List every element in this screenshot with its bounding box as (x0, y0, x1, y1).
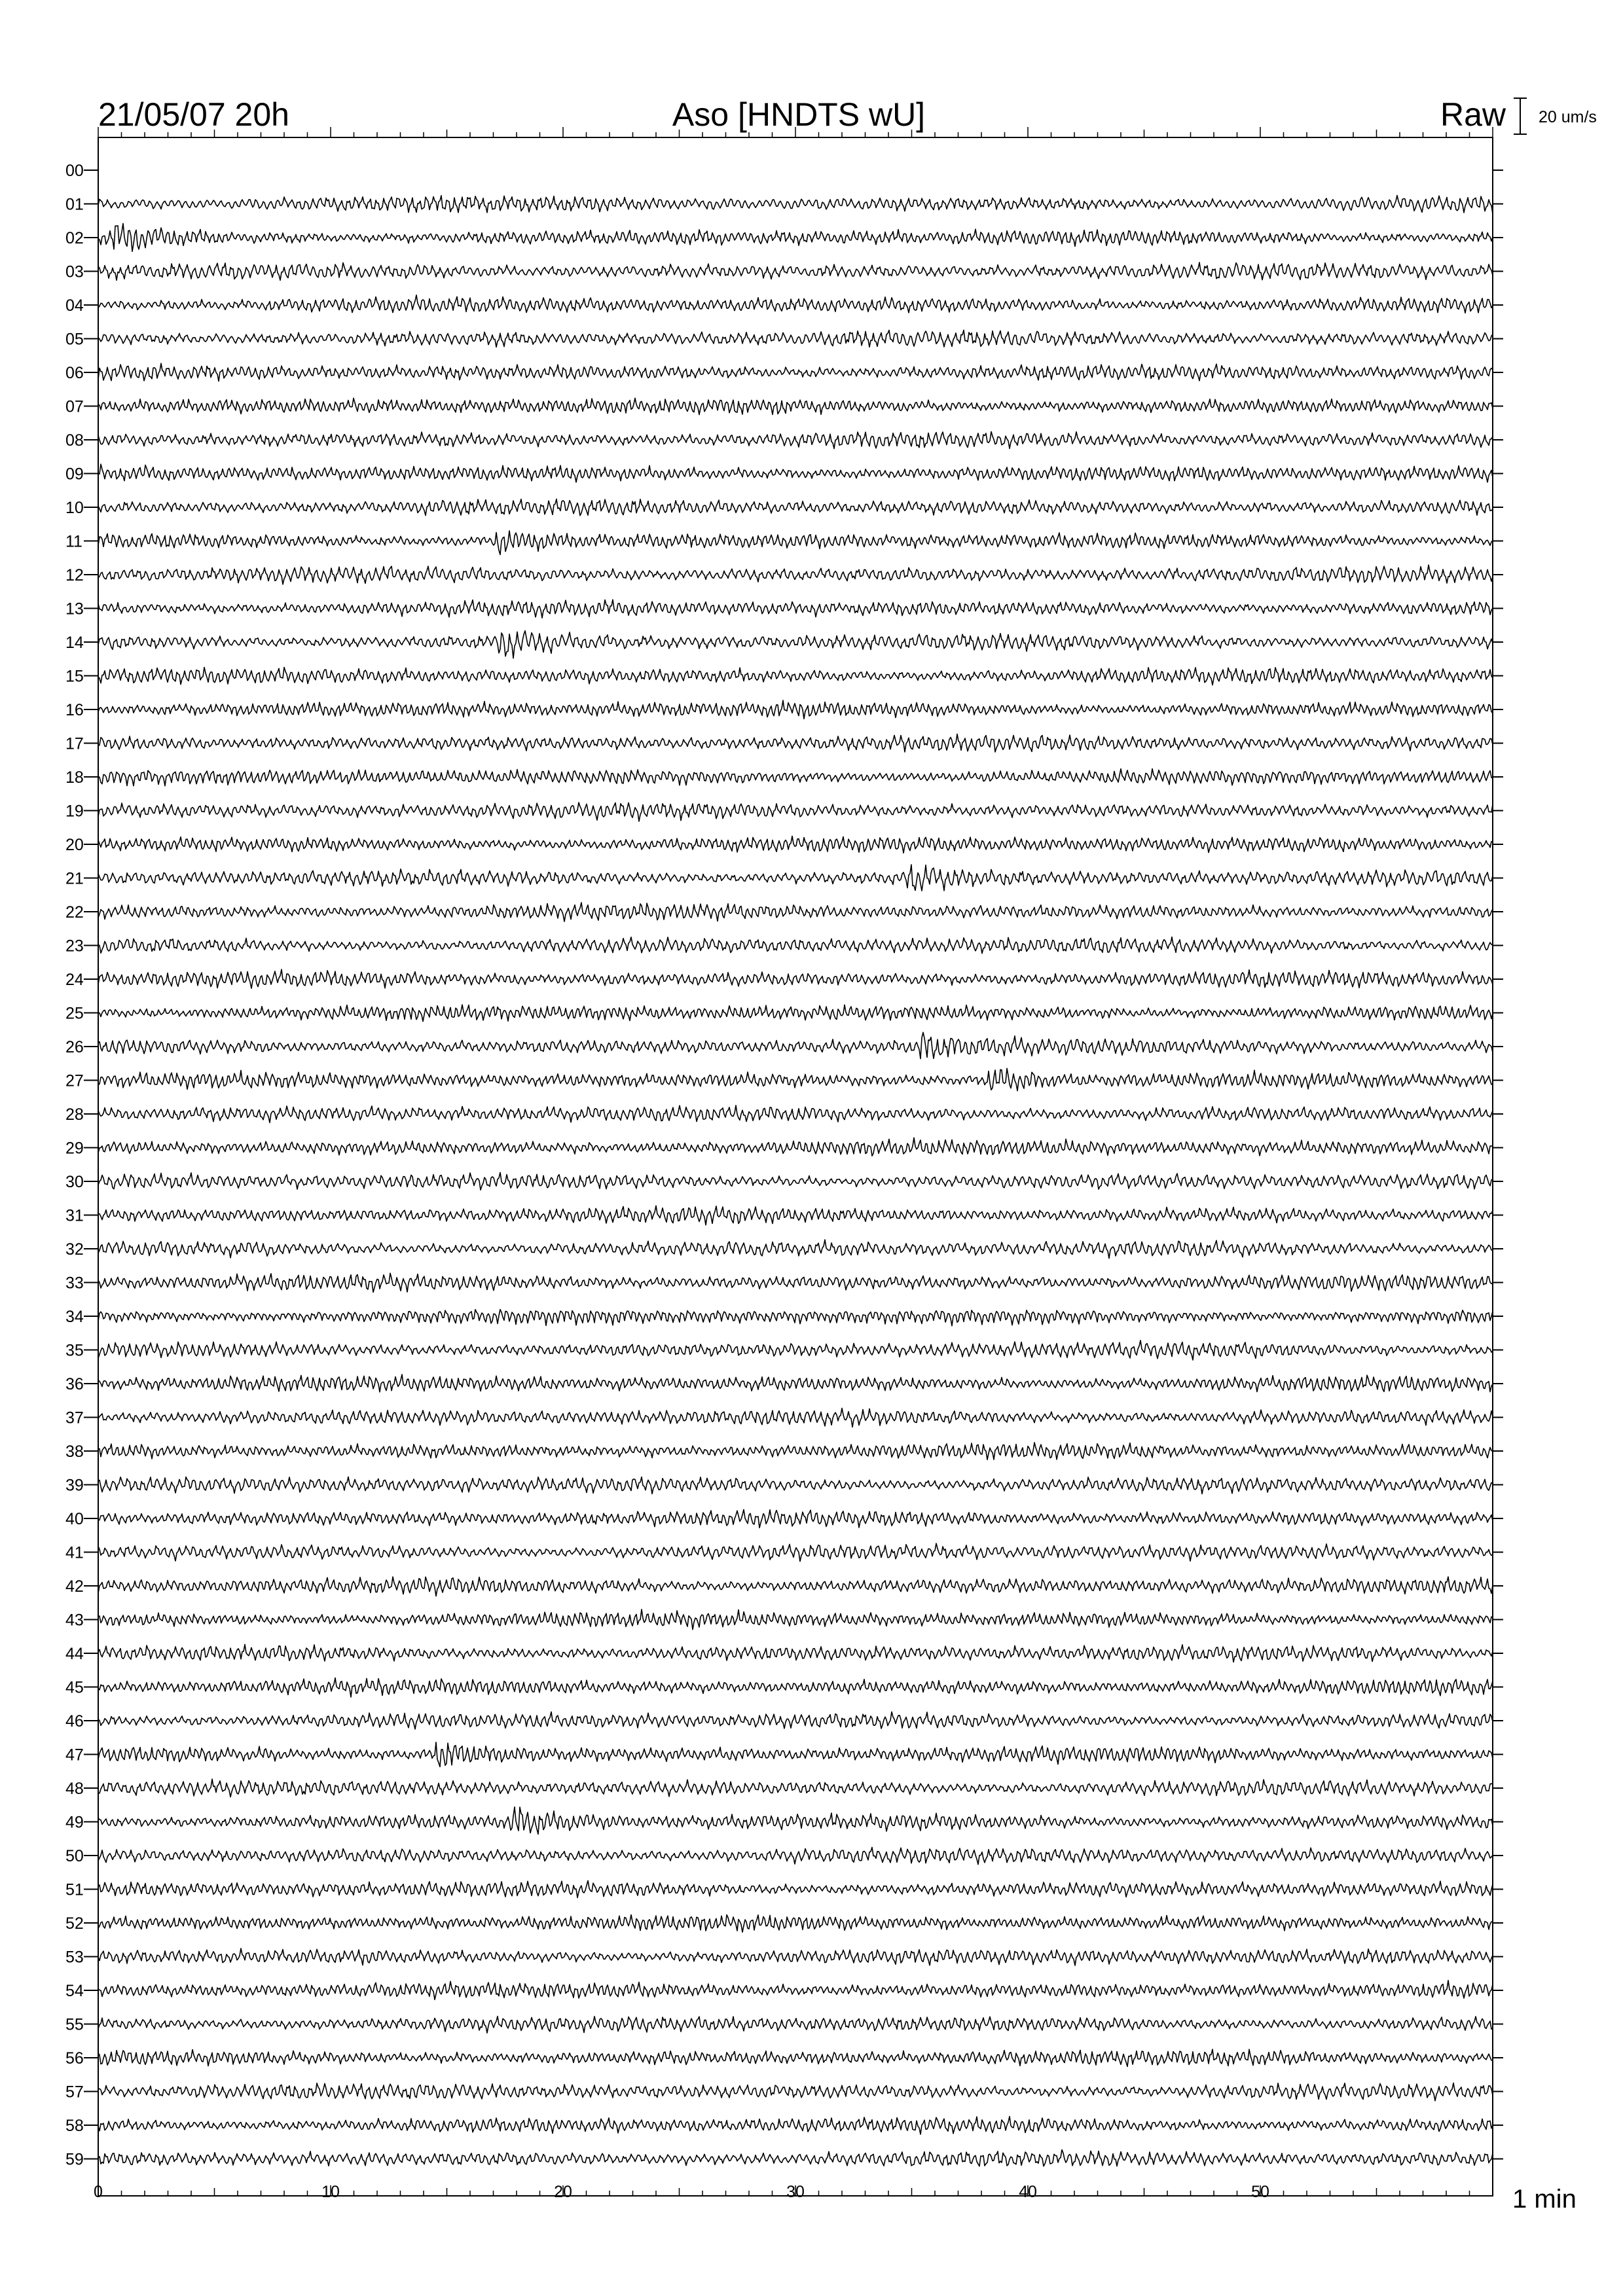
trace-24 (98, 969, 1493, 988)
row-label: 17 (65, 734, 84, 753)
trace-53 (98, 1948, 1493, 1965)
row-label: 14 (65, 634, 84, 652)
row-label: 12 (65, 566, 84, 584)
trace-38 (98, 1443, 1493, 1460)
row-label: 28 (65, 1105, 84, 1124)
trace-09 (98, 464, 1493, 482)
trace-04 (98, 295, 1493, 313)
trace-14 (98, 631, 1493, 658)
row-label: 21 (65, 869, 84, 888)
trace-48 (98, 1779, 1493, 1797)
row-label: 34 (65, 1308, 84, 1326)
trace-40 (98, 1510, 1493, 1528)
row-label: 11 (65, 532, 82, 551)
row-label: 46 (65, 1712, 84, 1731)
trace-27 (98, 1068, 1493, 1090)
trace-31 (98, 1206, 1493, 1225)
trace-33 (98, 1273, 1493, 1292)
trace-54 (98, 1981, 1493, 2000)
trace-49 (98, 1807, 1493, 1835)
row-label: 35 (65, 1341, 84, 1360)
trace-12 (98, 565, 1493, 584)
trace-20 (98, 836, 1493, 853)
row-label: 41 (65, 1543, 84, 1562)
trace-58 (98, 2117, 1493, 2134)
row-label: 38 (65, 1443, 84, 1461)
trace-47 (98, 1742, 1493, 1767)
row-label: 13 (65, 600, 84, 619)
row-label: 08 (65, 431, 84, 450)
row-label: 19 (65, 802, 84, 821)
trace-07 (98, 398, 1493, 414)
trace-55 (98, 2017, 1493, 2034)
row-label: 01 (65, 195, 84, 214)
trace-41 (98, 1543, 1493, 1562)
trace-08 (98, 432, 1493, 449)
trace-18 (98, 769, 1493, 786)
trace-22 (98, 903, 1493, 922)
row-label: 53 (65, 1948, 84, 1967)
row-label: 42 (65, 1577, 84, 1596)
row-label: 31 (65, 1206, 84, 1225)
row-label: 24 (65, 971, 84, 989)
x-tick-label: 50 (1251, 2183, 1269, 2201)
station-title: Aso [HNDTS wU] (672, 96, 926, 133)
trace-17 (98, 734, 1493, 752)
trace-32 (98, 1240, 1493, 1259)
row-label: 20 (65, 836, 84, 854)
trace-05 (98, 330, 1493, 347)
row-label: 32 (65, 1240, 84, 1259)
trace-46 (98, 1712, 1493, 1729)
datetime-label: 21/05/07 20h (98, 96, 289, 133)
trace-51 (98, 1880, 1493, 1897)
row-label: 39 (65, 1476, 84, 1495)
mode-label: Raw (1440, 96, 1506, 133)
trace-45 (98, 1678, 1493, 1697)
trace-57 (98, 2083, 1493, 2101)
row-label: 52 (65, 1914, 84, 1933)
trace-59 (98, 2150, 1493, 2166)
x-tick-label: 0 (94, 2183, 103, 2201)
trace-16 (98, 700, 1493, 719)
row-label: 06 (65, 364, 84, 382)
row-label: 54 (65, 1982, 84, 2000)
row-label: 37 (65, 1408, 84, 1427)
row-label: 36 (65, 1375, 84, 1393)
row-label: 15 (65, 667, 84, 686)
plot-frame (98, 137, 1493, 2196)
trace-56 (98, 2049, 1493, 2066)
trace-21 (98, 865, 1493, 891)
trace-30 (98, 1172, 1493, 1190)
row-label: 56 (65, 2049, 84, 2068)
row-label: 59 (65, 2150, 84, 2169)
row-label: 57 (65, 2083, 84, 2102)
row-label: 33 (65, 1274, 84, 1293)
trace-06 (98, 363, 1493, 381)
trace-23 (98, 937, 1493, 954)
trace-37 (98, 1408, 1493, 1427)
row-label: 49 (65, 1813, 84, 1832)
x-tick-label: 40 (1019, 2183, 1037, 2201)
trace-39 (98, 1477, 1493, 1494)
trace-03 (98, 262, 1493, 280)
row-label: 47 (65, 1746, 84, 1765)
trace-36 (98, 1374, 1493, 1392)
row-label: 25 (65, 1004, 84, 1023)
row-label: 29 (65, 1139, 84, 1158)
trace-42 (98, 1577, 1493, 1596)
trace-44 (98, 1645, 1493, 1662)
row-label: 04 (65, 296, 84, 315)
row-label: 55 (65, 2015, 84, 2034)
trace-52 (98, 1915, 1493, 1933)
trace-11 (98, 531, 1493, 554)
row-label: 40 (65, 1510, 84, 1528)
trace-15 (98, 668, 1493, 685)
row-label: 05 (65, 330, 84, 349)
row-label: 48 (65, 1780, 84, 1798)
x-tick-label: 30 (786, 2183, 805, 2201)
trace-01 (98, 196, 1493, 214)
row-label: 16 (65, 701, 84, 719)
trace-28 (98, 1105, 1493, 1122)
row-label: 23 (65, 937, 84, 956)
row-label: 07 (65, 397, 84, 416)
trace-34 (98, 1310, 1493, 1326)
x-tick-label: 20 (554, 2183, 572, 2201)
x-tick-label: 10 (321, 2183, 340, 2201)
trace-19 (98, 802, 1493, 821)
trace-13 (98, 600, 1493, 618)
row-label: 03 (65, 262, 84, 281)
scale-bar (1514, 98, 1527, 134)
row-label: 00 (65, 162, 84, 180)
row-label: 02 (65, 229, 84, 247)
row-label: 10 (65, 499, 84, 517)
row-label: 50 (65, 1847, 84, 1865)
trace-25 (98, 1005, 1493, 1022)
row-label: 44 (65, 1645, 84, 1663)
row-label: 43 (65, 1611, 84, 1630)
trace-35 (98, 1340, 1493, 1360)
trace-10 (98, 499, 1493, 516)
row-label: 30 (65, 1173, 84, 1191)
row-label: 51 (65, 1880, 84, 1899)
row-label: 27 (65, 1071, 84, 1090)
trace-29 (98, 1138, 1493, 1156)
trace-50 (98, 1848, 1493, 1865)
row-label: 26 (65, 1038, 84, 1056)
row-label: 18 (65, 768, 84, 787)
row-label: 58 (65, 2117, 84, 2135)
trace-02 (98, 223, 1493, 251)
scale-bar-label: 20 um/s (1539, 108, 1597, 126)
row-label: 09 (65, 465, 84, 484)
time-unit-label: 1 min (1512, 2185, 1577, 2214)
row-label: 22 (65, 903, 84, 922)
trace-26 (98, 1032, 1493, 1058)
trace-43 (98, 1609, 1493, 1630)
row-label: 45 (65, 1678, 84, 1697)
